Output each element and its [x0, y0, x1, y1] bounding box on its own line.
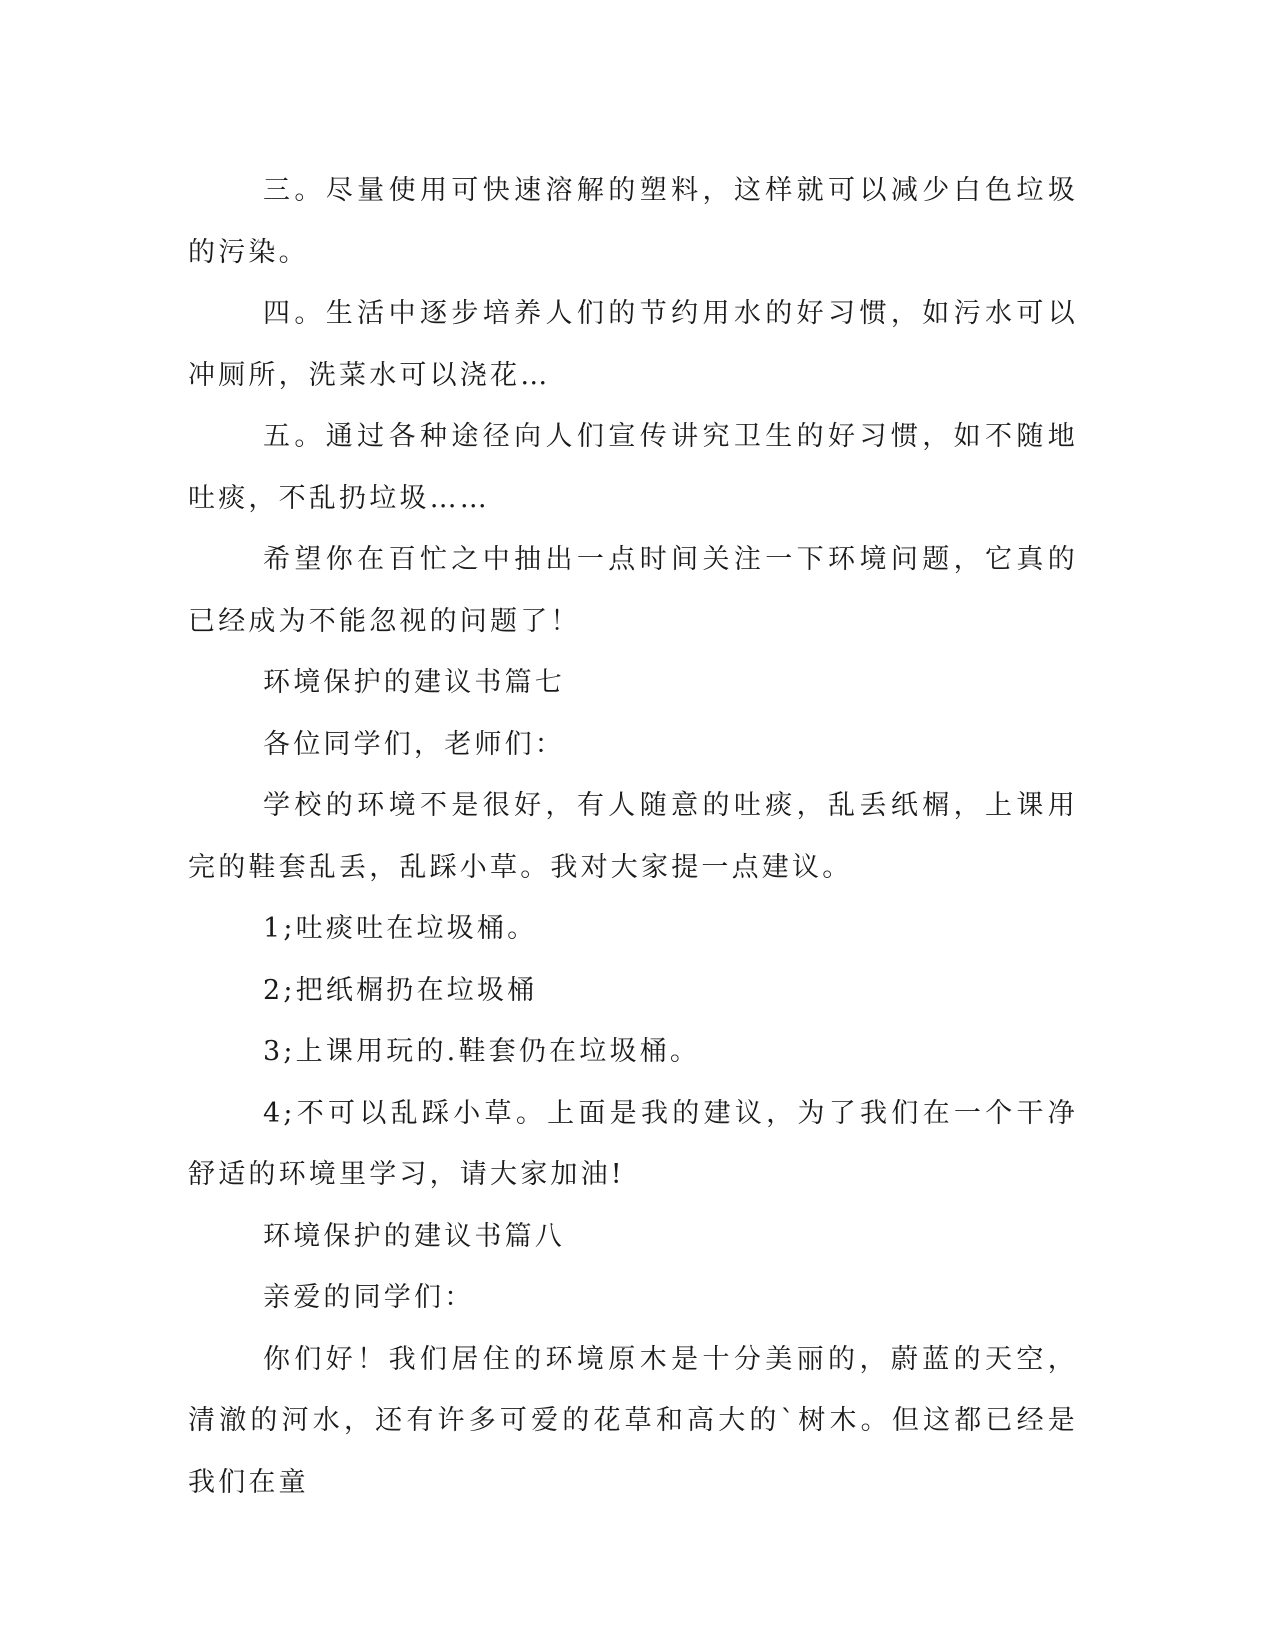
paragraph-item-3: 三。尽量使用可快速溶解的塑料，这样就可以减少白色垃圾的污染。	[188, 175, 1078, 268]
suggestion-item-3: 3;上课用玩的.鞋套仍在垃圾桶。	[263, 1036, 701, 1067]
section-heading-8: 环境保护的建议书篇八	[263, 1220, 565, 1252]
salutation-8: 亲爱的同学们：	[263, 1282, 475, 1313]
suggestion-item-4: 4;不可以乱踩小草。上面是我的建议，为了我们在一个干净舒适的环境里学习，请大家加油!	[188, 1097, 1078, 1190]
section-heading-7: 环境保护的建议书篇七	[263, 667, 565, 698]
document-body	[188, 160, 1078, 1513]
suggestion-item-1: 1;吐痰吐在垃圾桶。	[263, 913, 538, 944]
paragraph-closing-hope: 希望你在百忙之中抽出一点时间关注一下环境问题，它真的已经成为不能忽视的问题了！	[188, 544, 1078, 637]
paragraph-item-5: 五。通过各种途径向人们宣传讲究卫生的好习惯，如不随地吐痰，不乱扔垃圾……	[188, 421, 1078, 514]
suggestion-item-2: 2;把纸榍扔在垃圾桶	[263, 974, 538, 1006]
paragraph-item-4: 四。生活中逐步培养人们的节约用水的好习惯，如污水可以冲厕所，洗菜水可以浇花…	[188, 298, 1078, 391]
salutation-7: 各位同学们，老师们：	[263, 728, 565, 760]
paragraph-greeting-8: 你们好！我们居住的环境原木是十分美丽的，蔚蓝的天空，清澈的河水，还有许多可爱的花草和高大的`树木。但这都已经是我们在童	[188, 1343, 1078, 1498]
paragraph-school-environment: 学校的环境不是很好，有人随意的吐痰，乱丢纸榍，上课用完的鞋套乱丢，乱踩小草。我对大家提一点建议。	[188, 790, 1078, 883]
